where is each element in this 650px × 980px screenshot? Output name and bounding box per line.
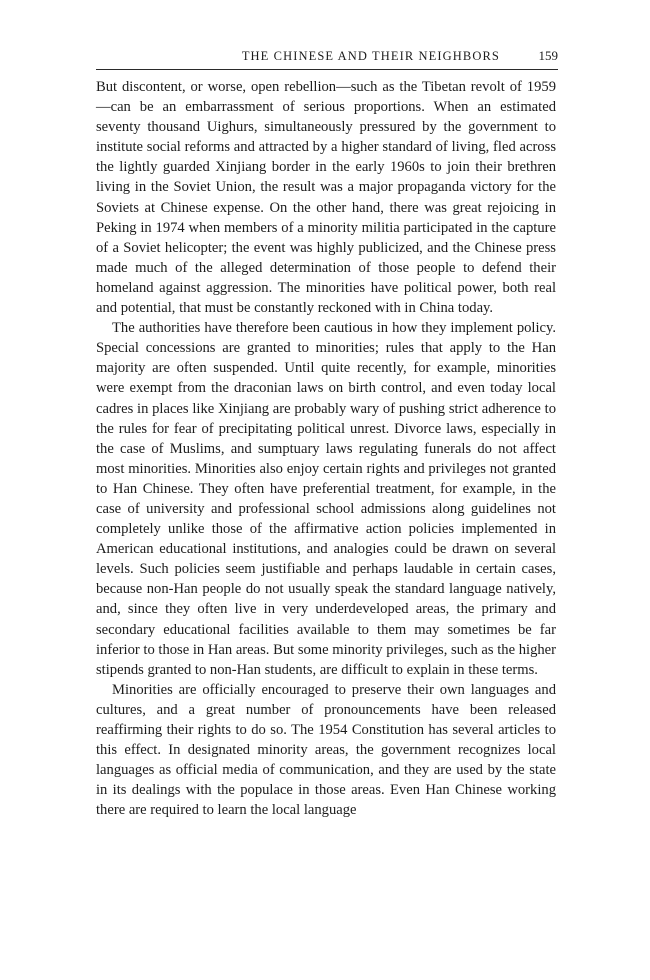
running-head <box>96 46 558 68</box>
running-title: THE CHINESE AND THEIR NEIGHBORS <box>241 49 500 63</box>
body-text <box>96 77 556 820</box>
page-number: 159 <box>538 48 558 63</box>
paragraph-3: Minorities are officially encouraged to preserve their own languages and cultures, and a great number of pronouncements have been released reaffirming their rights to do so. The 1954 Constitution has several articles to this effect. In designated minority areas, the government recognizes local languages as official media of communication, and they are used by the state in its dealings with the populace in those areas. Even Han Chinese working there are required to learn the local language <box>96 681 556 819</box>
paragraph-1: But discontent, or worse, open rebellion—such as the Tibetan revolt of 1959—can be an embarrassment of serious proportions. When an estimated seventy thousand Uighurs, simultaneously pressured by the government to institute social reforms and attracted by a higher standard of living, fled across the lightly guarded Xinjiang border in the early 1960s to join their brethren living in the Soviet Union, the result was a major propaganda victory for the Soviets at Chinese expense. On the other hand, there was great rejoicing in Peking in 1974 when members of a minority militia participated in the capture of a Soviet helicopter; the event was highly publicized, and the Chinese press made much of the alleged determination of those people to defend their homeland against aggression. The minorities have political power, both real and potential, that must be constantly reckoned with in China today. <box>96 79 556 317</box>
header-rule <box>96 69 558 70</box>
paragraph-2: The authorities have therefore been cautious in how they implement policy. Special concessions are granted to minorities; rules that apply to the Han majority are often suspended. Until quite recently, for example, minorities were exempt from the draconian laws on birth control, and even today local cadres in places like Xinjiang are probably wary of pushing strict adherence to the rules for fear of precipitating political unrest. Divorce laws, especially in the case of Muslims, and sumptuary laws regulating funerals do not affect most minorities. Minorities also enjoy certain rights and privileges not granted to Han Chinese. They often have preferential treatment, for example, in the case of university and professional school admissions along guidelines not completely unlike those of the affirmative action policies implemented in American educational institutions, and analogies could be drawn on several levels. Such policies seem justifiable and perhaps laudable in certain cases, because non-Han people do not usually speak the standard language natively, and, since they often live in very underdeveloped areas, the primary and secondary educational facilities available to them may sometimes be far inferior to those in Han areas. But some minority privileges, such as the higher stipends granted to non-Han students, are difficult to explain in these terms. <box>96 320 557 678</box>
